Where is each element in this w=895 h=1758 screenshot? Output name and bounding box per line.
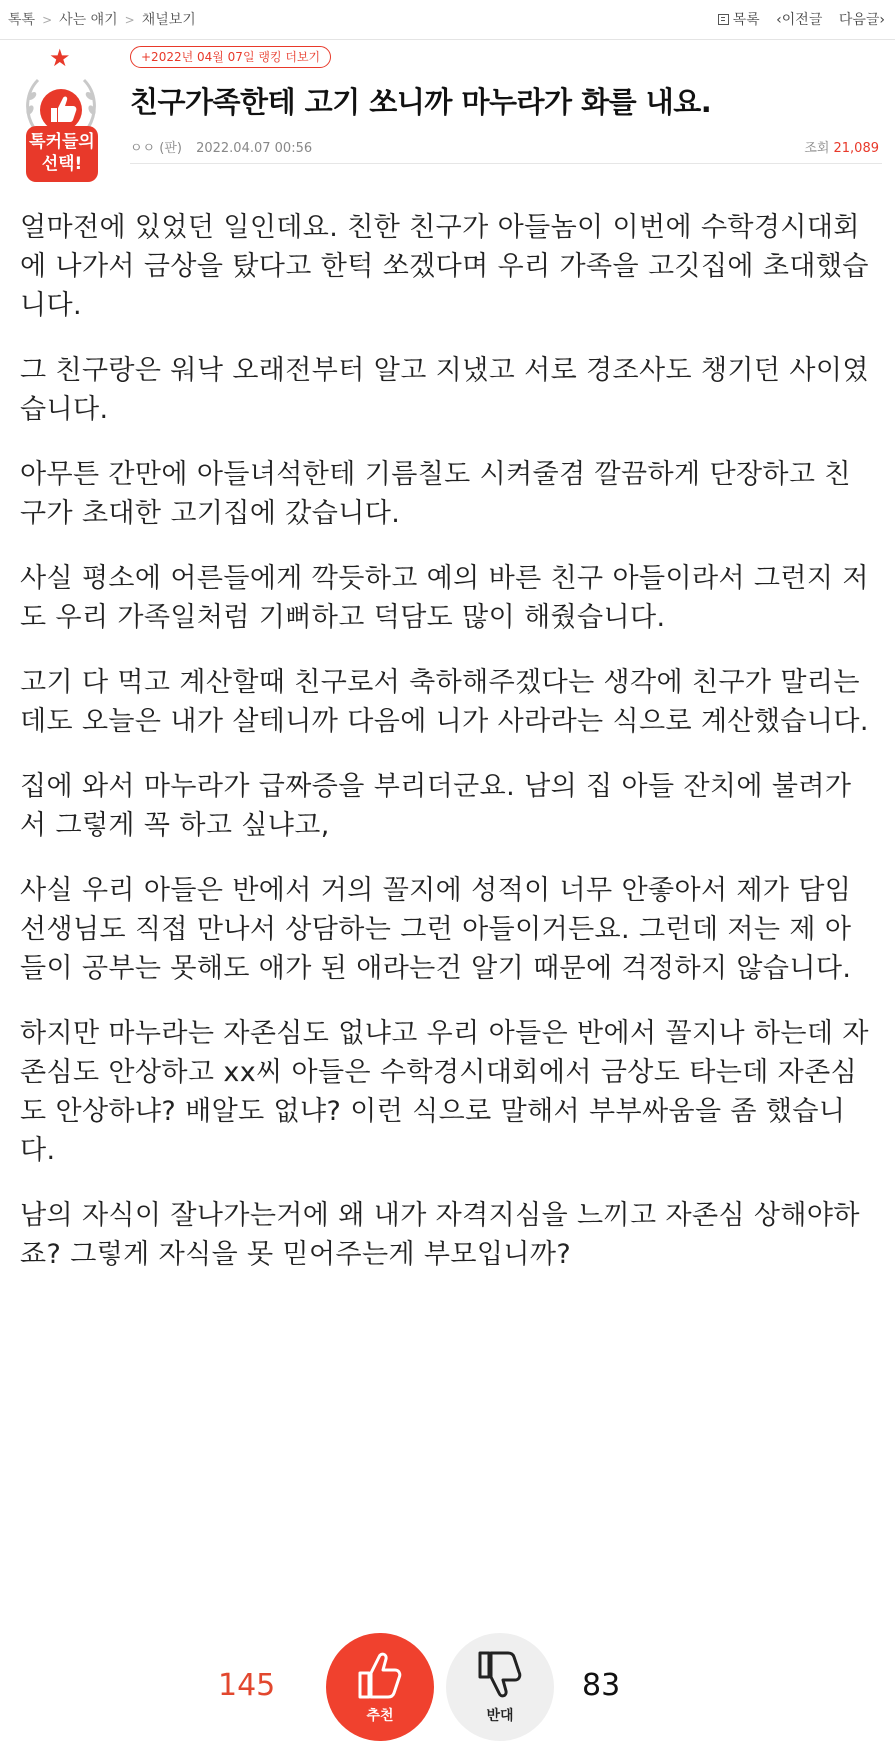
post-body: [20, 208, 875, 1300]
downvote-count: 83: [582, 1668, 621, 1703]
paragraph: 사실 평소에 어른들에게 깍듯하고 예의 바른 친구 아들이라서 그런지 저도 우리 가족일처럼 기뻐하고 덕담도 많이 해줬습니다.: [20, 563, 869, 633]
thumbs-up-icon: [356, 1649, 404, 1701]
breadcrumb-item-talk[interactable]: 톡톡: [8, 12, 36, 28]
list-icon: [718, 14, 729, 25]
view-count: [804, 137, 879, 156]
paragraph: 얼마전에 있었던 일인데요. 친한 친구가 아들놈이 이번에 수학경시대회에 나가서 금상을 탔다고 한턱 쏘겠다며 우리 가족을 고깃집에 초대했습니다.: [20, 212, 869, 321]
downvote-label: 반대: [486, 1708, 514, 1724]
chevron-left-icon: ‹: [776, 12, 782, 28]
paragraph: 집에 와서 마누라가 급짜증을 부리더군요. 남의 집 아들 잔치에 불려가서 그렇게 꼭 하고 싶냐고,: [20, 771, 852, 841]
next-post-button[interactable]: [839, 9, 885, 29]
top-bar: [0, 0, 895, 40]
thumbs-down-icon: [476, 1649, 524, 1701]
list-button[interactable]: [718, 9, 760, 29]
paragraph: 그 친구랑은 워낙 오래전부터 알고 지냈고 서로 경조사도 챙기던 사이였습니다.: [20, 355, 869, 425]
paragraph: 사실 우리 아들은 반에서 거의 꼴지에 성적이 너무 안좋아서 제가 담임선생님도 직접 만나서 상담하는 그런 아들이거든요. 그런데 저는 제 아들이 공부는 못해도 애가 된 애라는건 알기 때문에 걱정하지 않습니다.: [20, 875, 852, 984]
ranking-more-link[interactable]: +2022년 04월 07일 랭킹 더보기: [130, 46, 331, 68]
paragraph: 아무튼 간만에 아들녀석한테 기름칠도 시켜줄겸 깔끔하게 단장하고 친구가 초대한 고기집에 갔습니다.: [20, 459, 851, 529]
view-count-value: 21,089: [833, 141, 879, 156]
post-date: 2022.04.07 00:56: [196, 141, 313, 156]
badge-line1: 톡커들의: [29, 132, 95, 152]
star-icon: ★: [49, 44, 71, 72]
chevron-right-icon: >: [124, 13, 135, 27]
downvote-button[interactable]: [446, 1633, 554, 1741]
list-label: 목록: [732, 12, 760, 28]
paragraph: 고기 다 먹고 계산할때 친구로서 축하해주겠다는 생각에 친구가 말리는데도 오늘은 내가 살테니까 다음에 니가 사라라는 식으로 계산했습니다.: [20, 667, 869, 737]
post-author[interactable]: ㅇㅇ (판): [130, 141, 182, 156]
paragraph: 남의 자식이 잘나가는거에 왜 내가 자격지심을 느끼고 자존심 상해야하죠? 그렇게 자식을 못 믿어주는게 부모입니까?: [20, 1200, 860, 1270]
post-meta: [130, 137, 322, 156]
talker-pick-badge: [18, 46, 104, 186]
talker-pick-label: [26, 126, 98, 182]
upvote-button[interactable]: [326, 1633, 434, 1741]
next-label: 다음글: [838, 12, 880, 28]
post-title: 친구가족한테 고기 쏘니까 마누라가 화를 내요.: [130, 85, 712, 119]
breadcrumb-item-life[interactable]: 사는 얘기: [59, 12, 118, 28]
view-count-label: 조회: [804, 141, 830, 156]
chevron-right-icon: >: [42, 13, 53, 27]
chevron-right-icon: ›: [879, 12, 885, 28]
post-navigation: [706, 9, 885, 29]
upvote-count: 145: [218, 1668, 276, 1703]
header-divider: [130, 163, 882, 164]
paragraph: 하지만 마누라는 자존심도 없냐고 우리 아들은 반에서 꼴지나 하는데 자존심도 안상하고 xx씨 아들은 수학경시대회에서 금상도 타는데 자존심도 안상하냐? 배알도 없냐? 이런 식으로 말해서 부부싸움을 좀 했습니다.: [20, 1018, 869, 1166]
vote-area: [0, 1630, 895, 1758]
breadcrumb-item-channel[interactable]: 채널보기: [141, 12, 196, 28]
upvote-label: 추천: [366, 1708, 394, 1724]
prev-label: 이전글: [781, 12, 823, 28]
prev-post-button[interactable]: [776, 9, 822, 29]
badge-line2: 선택!: [41, 154, 83, 174]
breadcrumb: [8, 9, 196, 29]
